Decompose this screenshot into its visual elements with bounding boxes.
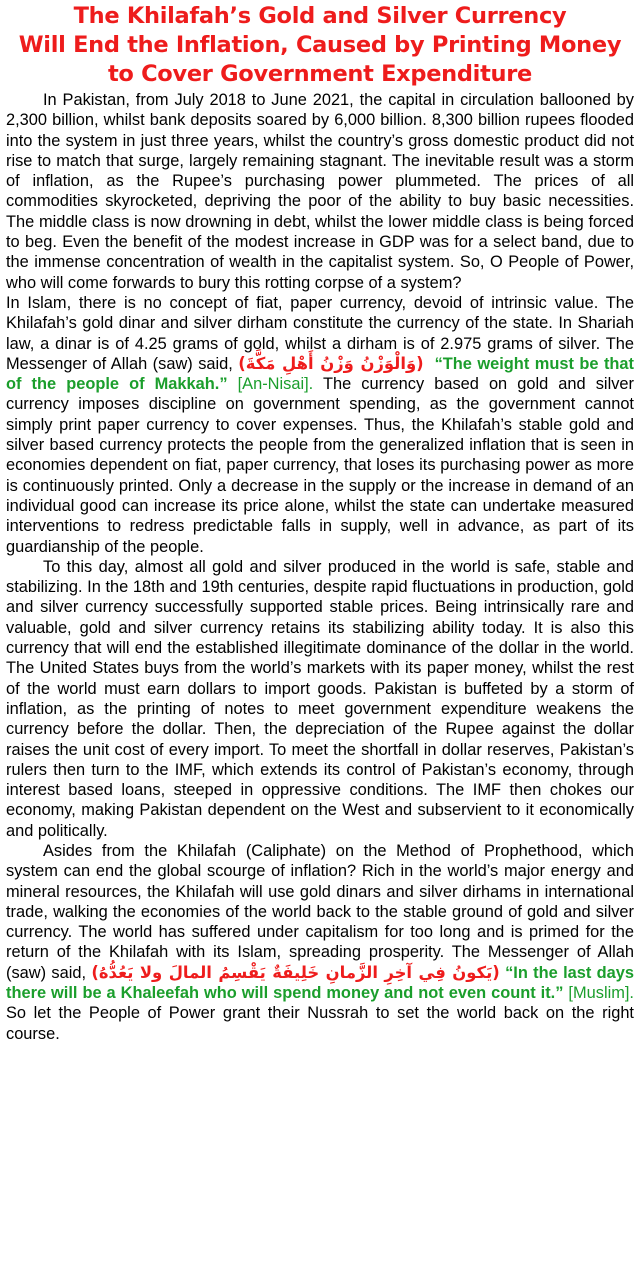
hadith-source-2: [Muslim]. xyxy=(568,984,634,1003)
hadith-quote-2: “In the last days there will be a Khaleefah who will spend money and not even count it.” xyxy=(6,963,634,1003)
title-line-2: Will End the Inflation, Caused by Printing Money xyxy=(18,32,622,58)
hadith-source-1: [An-Nisai]. xyxy=(237,375,314,394)
arabic-hadith-1: (وَالْوَزْنُ وَزْنُ أَهْلِ مَكَّةَ) xyxy=(238,353,424,373)
paragraph-3: To this day, almost all gold and silver produced in the world is safe, stable and stabilizing. In the 18th and 19th centuries, despite rapid fluctuations in production, gold and silver currency successfully supported stable prices. Being intrinsically rare and valuable, gold and silver currency retains its stabilizing ability today. It is also this currency that will end the established illegitimate dominance of the dollar in the world. The United States buys from the world’s markets with its paper money, whilst the rest of the world must earn dollars to import goods. Pakistan is buffeted by a storm of inflation, as the printing of notes to meet government expenditure weakens the currency before the dollar. Then, the depreciation of the Rupee against the dollar raises the unit cost of every import. To meet the shortfall in dollar reserves, Pakistan’s rulers then turn to the IMF, which extends its control of Pakistan’s economy, through interest based loans, steeped in oppressive conditions. The IMF then chokes our economy, making Pakistan dependent on the West and subservient to it economically and politically. xyxy=(6,557,634,840)
article xyxy=(6,0,634,1044)
article-title xyxy=(6,2,634,89)
arabic-hadith-2: (يَكونُ فِي آخِرِ الزَّمانِ خَلِيفَةٌ يَقْسِمُ المالَ ولا يَعُدُّهُ) xyxy=(91,962,500,982)
paragraph-4-end: So let the People of Power grant their Nussrah to set the world back on the right course. xyxy=(6,1004,634,1043)
title-line-1: The Khilafah’s Gold and Silver Currency xyxy=(73,3,567,29)
article-body xyxy=(6,90,634,1044)
title-line-3: to Cover Government Expenditure xyxy=(107,61,533,87)
paragraph-4-start: Asides from the Khilafah (Caliphate) on the Method of Prophethood, which system can end the global scourge of inflation? Rich in the world’s major energy and mineral resources, the Khilafah will use gold dinars and silver dirhams in international trade, walking the economies of the world back to the stable ground of gold and silver currency. The world has suffered under capitalism for too long and is primed for the return of the Khilafah with its Islam, spreading prosperity. The Messenger of Allah (saw) said, xyxy=(6,841,634,982)
paragraph-1: In Pakistan, from July 2018 to June 2021, the capital in circulation ballooned by 2,300 billion, whilst bank deposits soared by 6,000 billion. 8,300 billion rupees flooded into the system in just three years, whilst the country’s gross domestic product did not rise to match that surge, largely remaining stagnant. The inevitable result was a storm of inflation, as the Rupee’s purchasing power plummeted. The prices of all commodities skyrocketed, depriving the poor of the ability to buy basic necessities. The middle class is now drowning in debt, whilst the lower middle class is being forced to beg. Even the benefit of the modest increase in GDP was for a select band, due to the immense concentration of wealth in the capitalist system. So, O People of Power, who will come forwards to bury this rotting corpse of a system? xyxy=(6,91,634,292)
paragraph-2-start: In Islam, there is no concept of fiat, paper currency, devoid of intrinsic value. The Khilafah’s gold dinar and silver dirham constitute the currency of the state. In Shariah law, a dinar is of 4.25 grams of gold, whilst a dirham is of 2.975 grams of silver. The Messenger of Allah (saw) said, xyxy=(6,293,634,373)
paragraph-4 xyxy=(6,841,634,1044)
paragraph-2-end: The currency based on gold and silver currency imposes discipline on government spending, as the government cannot simply print paper currency to cover expenses. Thus, the Khilafah’s stable gold and silver based currency protects the people from the generalized inflation that is seen in economies dependent on fiat, paper currency, that loses its purchasing power as more is continuously printed. Only a decrease in the supply or the increase in demand of an individual good can increase its price alone, whilst the state can undertake measured interventions to redress predictable falls in supply, well in advance, as part of its guardianship of the people. xyxy=(6,375,634,556)
paragraph-2 xyxy=(6,293,634,557)
hadith-quote-1: “The weight must be that of the people of Makkah.” xyxy=(6,354,634,394)
